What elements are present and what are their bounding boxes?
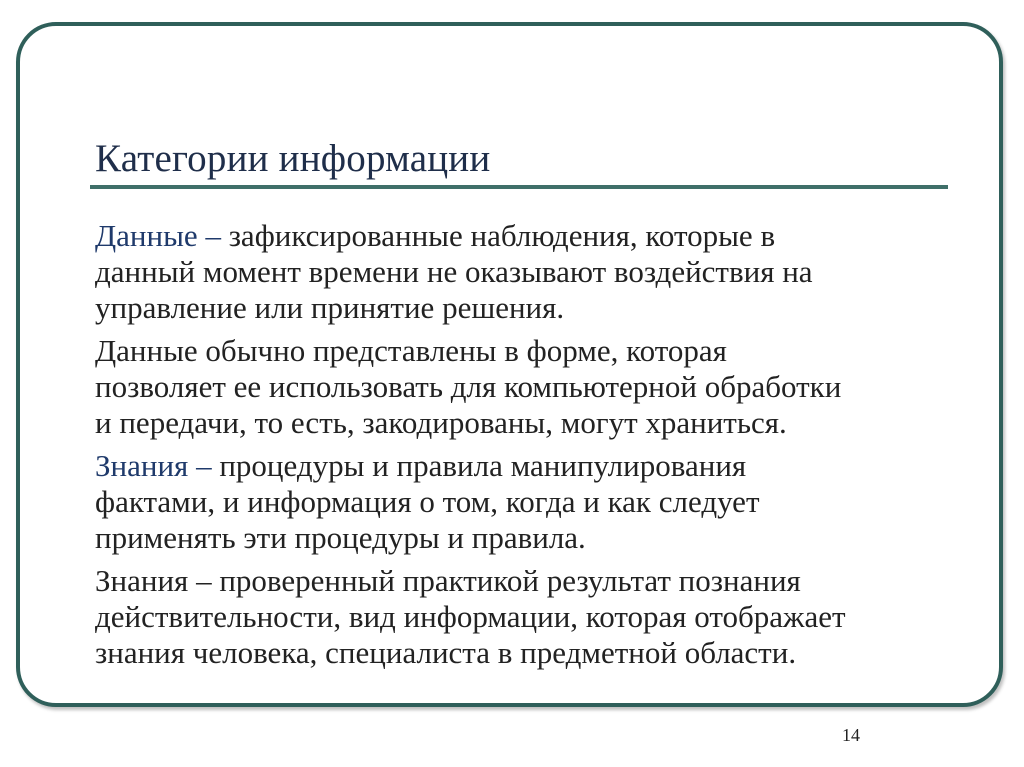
page-number: 14 bbox=[842, 725, 860, 745]
term-data: Данные bbox=[95, 218, 198, 253]
text-fragment: зафиксированные наблюдения, которые в bbox=[228, 218, 776, 253]
text-line: и передачи, то есть, закодированы, могут храниться. bbox=[95, 405, 787, 440]
text-line: управление или принятие решения. bbox=[95, 290, 565, 325]
text-line: Знания – проверенный практикой результат познания bbox=[95, 563, 801, 598]
paragraph-data-definition bbox=[95, 218, 975, 326]
term-dash: – bbox=[188, 448, 220, 483]
paragraph-knowledge-result bbox=[95, 563, 975, 671]
text-line: знания человека, специалиста в предметной области. bbox=[95, 635, 797, 670]
paragraph-data-representation bbox=[95, 333, 975, 441]
text-line bbox=[95, 218, 975, 254]
text-line: фактами, и информация о том, когда и как следует bbox=[95, 484, 760, 519]
term-knowledge: Знания bbox=[95, 448, 189, 483]
text-fragment: процедуры и правила манипулирования bbox=[219, 448, 747, 483]
slide-body bbox=[95, 218, 975, 678]
text-line bbox=[95, 448, 975, 484]
title-underline bbox=[90, 185, 948, 189]
text-line: позволяет ее использовать для компьютерной обработки bbox=[95, 369, 842, 404]
text-line: действительности, вид информации, которая отображает bbox=[95, 599, 846, 634]
text-line: Данные обычно представлены в форме, которая bbox=[95, 333, 727, 368]
text-line: данный момент времени не оказывают воздействия на bbox=[95, 254, 813, 289]
slide-title: Категории информации bbox=[95, 137, 491, 180]
term-dash: – bbox=[197, 218, 229, 253]
text-line: применять эти процедуры и правила. bbox=[95, 520, 586, 555]
paragraph-knowledge-definition bbox=[95, 448, 975, 556]
